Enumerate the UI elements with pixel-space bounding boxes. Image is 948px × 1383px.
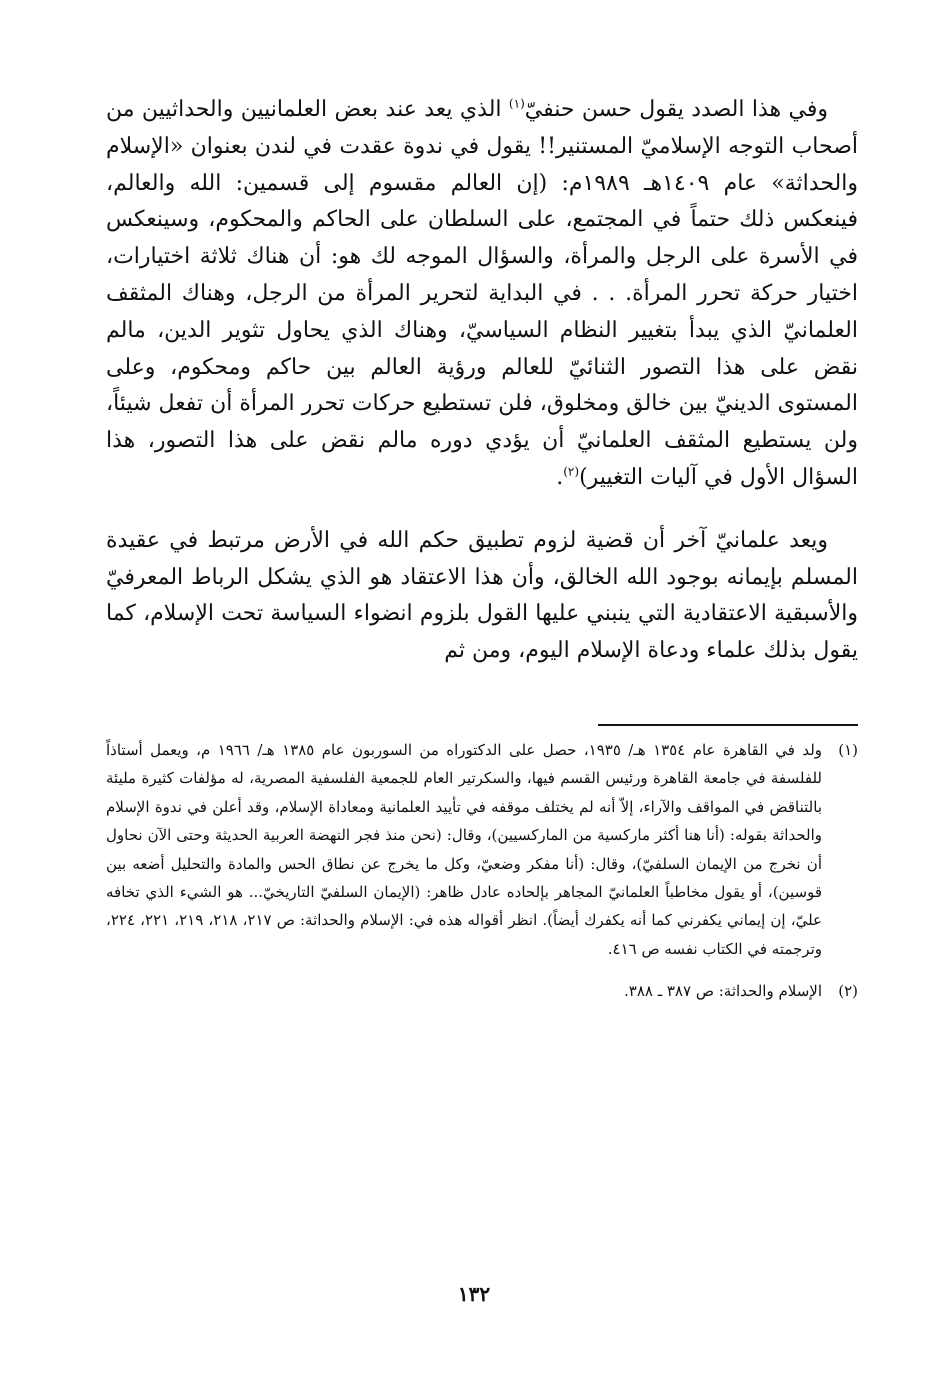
paragraph-1-text-a: وفي هذا الصدد يقول حسن حنفيّ (524, 97, 828, 122)
footnotes (106, 736, 858, 1006)
paragraph-1-text-b: الذي يعد عند بعض العلمانيين والحداثيين من أصحاب التوجه الإسلاميّ المستنير!! يقول في ندوة عقدت في لندن بعنوان «الإسلام والحداثة» عام ١٤٠٩هـ ١٩٨٩م: (إن العالم مقسوم إلى قسمين: الله والعالم، فينعكس ذلك حتماً في المجتمع، على السلطان على الحاكم والمحكوم، وسينعكس في الأسرة على الرجل والمرأة، والسؤال الموجه لك هو: أن هناك ثلاثة اختيارات، اختيار حركة تحرر المرأة. . . في البداية لتحرير المرأة من الرجل، وهناك المثقف العلمانيّ الذي يبدأ بتغيير النظام السياسيّ، وهناك الذي يحاول تثوير الدين، مالم نقض على هذا التصور الثنائيّ للعالم ورؤية العالم بين حاكم ومحكوم، وعلى المستوى الدينيّ بين خالق ومخلوق، فلن تستطيع حركات تحرر المرأة أن تفعل شيئاً، ولن يستطيع المثقف العلمانيّ أن يؤدي دوره مالم نقض على هذا التصور، هذا السؤال الأول في آليات التغيير) (106, 97, 858, 490)
footnote-number: (٢) (838, 982, 858, 1001)
footnote-1 (106, 736, 858, 963)
paragraph-1-text-c: . (556, 464, 564, 490)
footnote-separator (598, 724, 858, 726)
footnote-number: (١) (838, 740, 858, 759)
page-content (106, 92, 858, 1020)
page-number: ١٣٢ (457, 1282, 491, 1306)
body-paragraph-1 (106, 92, 858, 497)
footnote-text: ولد في القاهرة عام ١٣٥٤ هـ/ ١٩٣٥، حصل على الدكتوراه من السوربون عام ١٣٨٥ هـ/ ١٩٦٦ م، ويعمل أستاذاً للفلسفة في جامعة القاهرة ورئيس القسم فيها، والسكرتير العام للجمعية الفلسفية المصرية، له مؤلفات كثيرة مليئة بالتناقض في المواقف والآراء، إلاّ أنه لم يختلف موقفه في تأييد العلمانية ومعاداة الإسلام، وقد أعلن في ندوة الإسلام والحداثة بقوله: (أنا هنا أكثر ماركسية من الماركسيين)، وقال: (نحن منذ فجر النهضة العربية الحديثة وحتى الآن نحاول أن نخرج من الإيمان السلفيّ)، وقال: (أنا مفكر وضعيّ، وكل ما يخرج عن نطاق الحس والمادة والتحليل أضعه بين قوسين)، أو يقول مخاطباً العلمانيّ المجاهر بإلحاده عادل ظاهر: (الإيمان السلفيّ التاريخيّ... هو الشيء الذي تخافه عليّ، إن إيماني يكفرني كما أنه يكفرك أيضاً). انظر أقواله هذه في: الإسلام والحداثة: ص ٢١٧، ٢١٨، ٢١٩، ٢٢١، ٢٢٤، وترجمته في الكتاب نفسه ص ٤١٦. (106, 740, 823, 958)
footnote-ref-1[interactable]: (١) (508, 96, 525, 111)
footnote-text: الإسلام والحداثة: ص ٣٨٧ ـ ٣٨٨. (623, 982, 822, 1001)
footnote-ref-2[interactable]: (٢) (563, 464, 580, 479)
body-paragraph-2: ويعد علمانيّ آخر أن قضية لزوم تطبيق حكم الله في الأرض مرتبط في عقيدة المسلم بإيمانه بوجود الله الخالق، وأن هذا الاعتقاد هو الذي يشكل الرباط المعرفيّ والأسبقية الاعتقادية التي ينبني عليها القول بلزوم انضواء السياسة تحت الإسلام، كما يقول بذلك علماء ودعاة الإسلام اليوم، ومن ثم (106, 527, 858, 664)
footnote-2 (106, 977, 858, 1005)
